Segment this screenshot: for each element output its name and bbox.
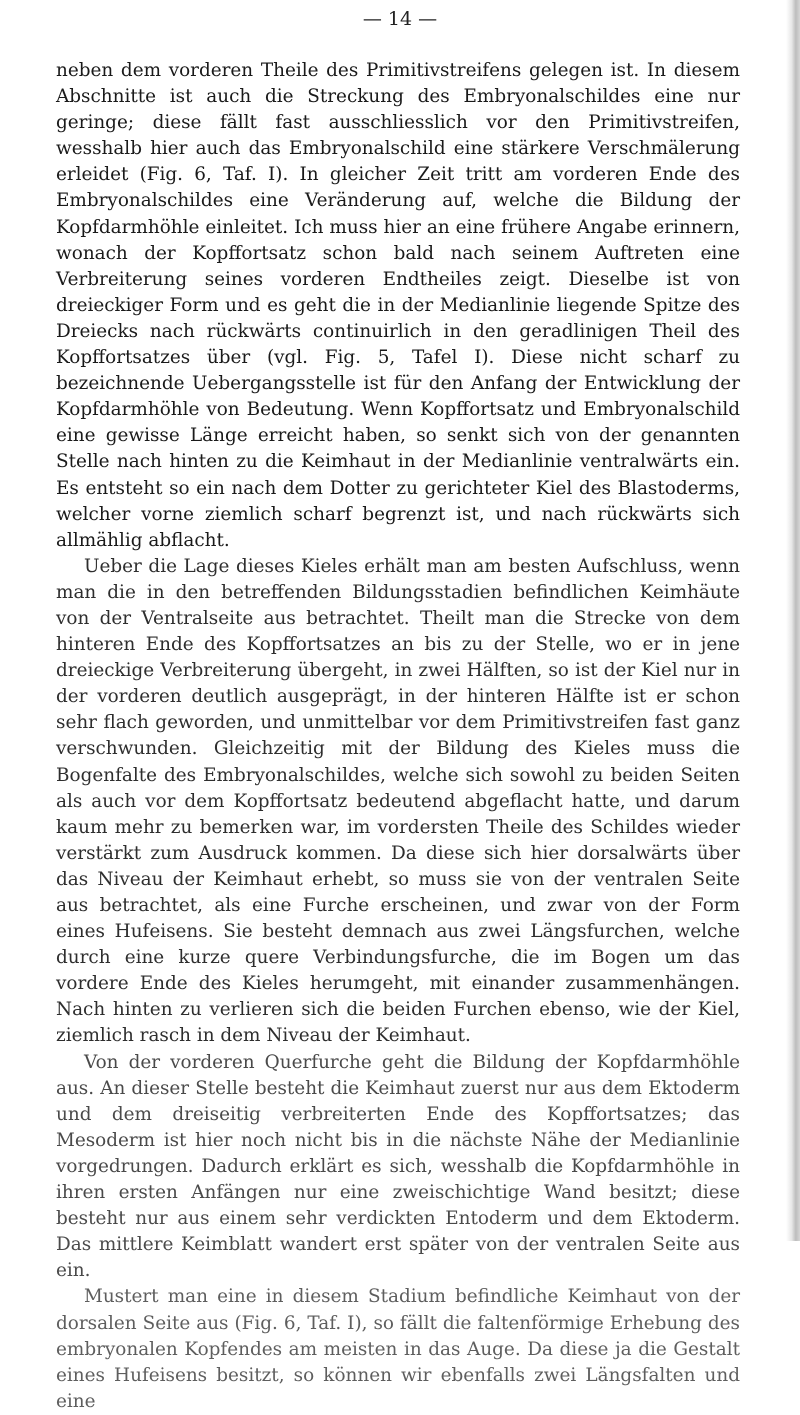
page-edge-shadow (786, 0, 800, 1241)
paragraph-4: Mustert man eine in diesem Stadium befindliche Keimhaut von der dorsalen Seite aus (Fig. 6, Taf. I), so fällt die faltenförmige Erhebung des embryonalen Kopfendes am meisten in das Auge. Da diese ja die Gestalt eines Hufeisens besitzt, so können wir ebenfalls zwei Längsfalten und eine (56, 1286, 740, 1412)
paragraph-3: Von der vorderen Querfurche geht die Bildung der Kopfdarmhöhle aus. An dieser Stelle besteht die Keimhaut zuerst nur aus dem Ektoderm und dem dreiseitig verbreiterten Ende des Kopffortsatzes; das Mesoderm ist hier noch nicht bis in die nächste Nähe der Medianlinie vorgedrungen. Dadurch erklärt es sich, wesshalb die Kopfdarmhöhle in ihren ersten Anfängen nur eine zweischichtige Wand besitzt; diese besteht nur aus einem sehr verdickten Entoderm und dem Ektoderm. Das mittlere Keimblatt wandert erst später von der ventralen Seite aus ein. (56, 1051, 740, 1282)
body-text (56, 58, 740, 1415)
paragraph-1: neben dem vorderen Theile des Primitivstreifens gelegen ist. In diesem Abschnitte ist auch die Streckung des Embryonalschildes eine nur geringe; diese fällt fast ausschliesslich vor den Primitivstreifen, wesshalb hier auch das Embryonalschild eine stärkere Verschmälerung erleidet (Fig. 6, Taf. I). In gleicher Zeit tritt am vorderen Ende des Embryonalschildes eine Veränderung auf, welche die Bildung der Kopfdarmhöhle einleitet. Ich muss hier an eine frühere Angabe erinnern, wonach der Kopffortsatz schon bald nach seinem Auftreten eine Verbreiterung seines vorderen Endtheiles zeigt. Dieselbe ist von dreieckiger Form und es geht die in der Medianlinie liegende Spitze des Dreiecks nach rückwärts continuirlich in den geradlinigen Theil des Kopffortsatzes über (vgl. Fig. 5, Tafel I). Diese nicht scharf zu bezeichnende Uebergangsstelle ist für den Anfang der Entwicklung der Kopfdarmhöhle von Bedeutung. Wenn Kopffortsatz und Embryonalschild eine gewisse Länge erreicht haben, so senkt sich von der genannten Stelle nach hinten zu die Keimhaut in der Medianlinie ventralwärts ein. Es entsteht so ein nach dem Dotter zu gerichteter Kiel des Blastoderms, welcher vorne ziemlich scharf begrenzt ist, und nach rückwärts sich allmählig abflacht. (56, 60, 740, 551)
paragraph-2: Ueber die Lage dieses Kieles erhält man am besten Aufschluss, wenn man die in den betreffenden Bildungsstadien befindlichen Keimhäute von der Ventralseite aus betrachtet. Theilt man die Strecke von dem hinteren Ende des Kopffortsatzes an bis zu der Stelle, wo er in jene dreieckige Verbreiterung übergeht, in zwei Hälften, so ist der Kiel nur in der vorderen deutlich ausgeprägt, in der hinteren Hälfte ist er schon sehr flach geworden, und unmittelbar vor dem Primitivstreifen fast ganz verschwunden. Gleichzeitig mit der Bildung des Kieles muss die Bogenfalte des Embryonalschildes, welche sich sowohl zu beiden Seiten als auch vor dem Kopffortsatz bedeutend abgeflacht hatte, und darum kaum mehr zu bemerken war, im vordersten Theile des Schildes wieder verstärkt zum Ausdruck kommen. Da diese sich hier dorsalwärts über das Niveau der Keimhaut erhebt, so muss sie von der ventralen Seite aus betrachtet, als eine Furche erscheinen, und zwar von der Form eines Hufeisens. Sie besteht demnach aus zwei Längsfurchen, welche durch eine kurze quere Verbindungsfurche, die im Bogen um das vordere Ende des Kieles herumgeht, mit einander zusammenhängen. Nach hinten zu verlieren sich die beiden Furchen ebenso, wie der Kiel, ziemlich rasch in dem Niveau der Keimhaut. (56, 555, 740, 1047)
page-number-header: — 14 — (362, 8, 438, 30)
